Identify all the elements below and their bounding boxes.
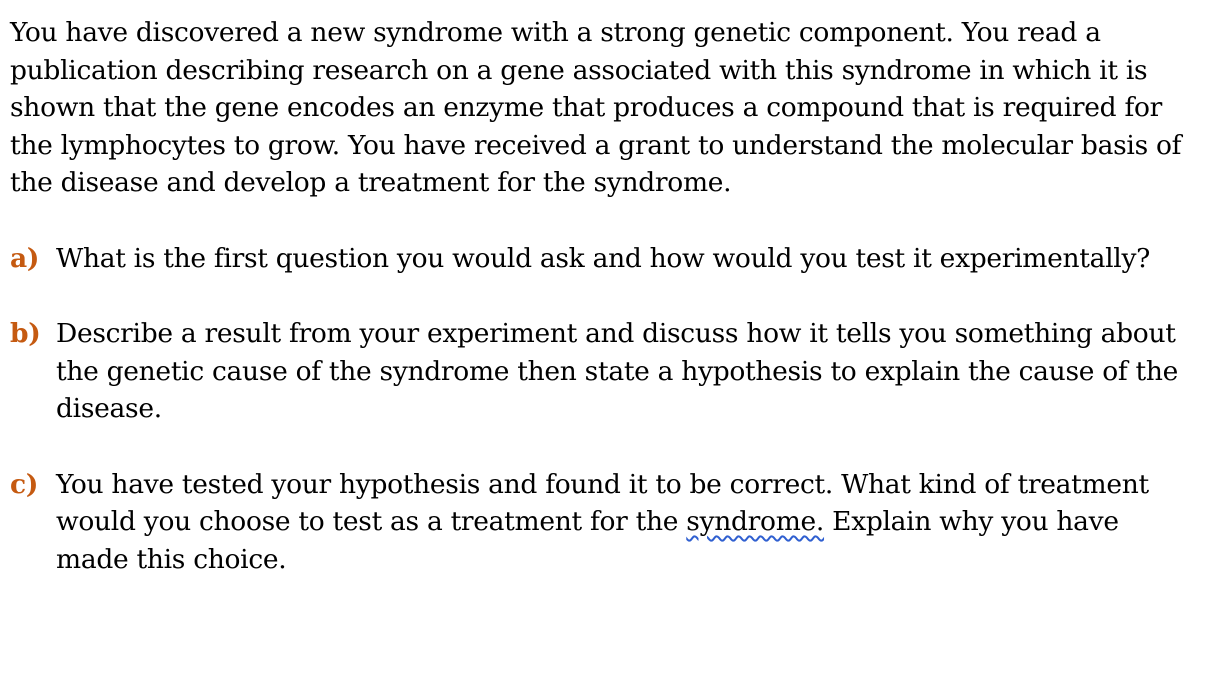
question-c-letter: c) <box>10 468 39 500</box>
question-b <box>10 315 1194 428</box>
question-c-text-before: You have tested your hypothesis and found it to be correct. What kind of treatment would you choose to test as a treatment for the <box>56 468 1149 537</box>
question-a-letter: a) <box>10 242 40 274</box>
question-b-text: Describe a result from your experiment and discuss how it tells you something about the genetic cause of the syndrome then state a hypothesis to explain the cause of the disease. <box>56 318 1179 424</box>
question-b-letter: b) <box>10 318 41 349</box>
question-a-text: What is the first question you would ask and how would you test it experimentally? <box>56 242 1151 274</box>
question-c <box>10 466 1194 579</box>
question-c-text <box>56 466 1194 579</box>
intro-paragraph: You have discovered a new syndrome with a strong genetic component. You read a publication describing research on a gene associated with this syndrome in which it is shown that the gene encodes an enzyme that produces a compound that is required for the lymphocytes to grow. You have received a grant to understand the molecular basis of the disease and develop a treatment for the syndrome. <box>10 17 1182 198</box>
spellcheck-underlined-word[interactable]: syndrome. <box>686 506 825 537</box>
question-a <box>10 240 1194 278</box>
question-c-text-after: Explain why you have made this choice. <box>56 506 1119 575</box>
